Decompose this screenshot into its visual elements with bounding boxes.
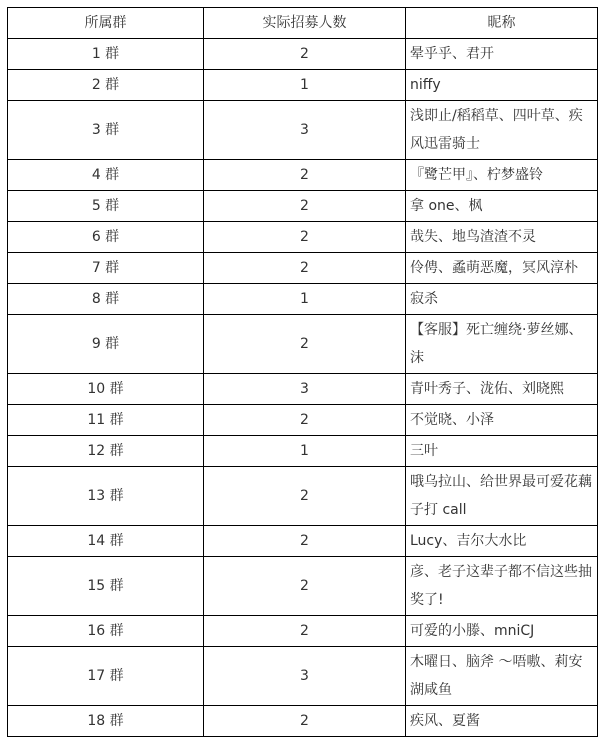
- table-row: [8, 467, 598, 526]
- group-cell: 8 群: [8, 284, 204, 315]
- group-cell: 10 群: [8, 374, 204, 405]
- table-row: [8, 70, 598, 101]
- group-cell: 15 群: [8, 557, 204, 616]
- header-row: [8, 8, 598, 39]
- nickname-cell: 疾风、夏酱: [406, 706, 598, 737]
- group-cell: 9 群: [8, 315, 204, 374]
- group-cell: 16 群: [8, 616, 204, 647]
- nickname-cell: niffy: [406, 70, 598, 101]
- group-cell: 1 群: [8, 39, 204, 70]
- count-cell: 2: [204, 253, 406, 284]
- group-cell: 17 群: [8, 647, 204, 706]
- table-row: [8, 253, 598, 284]
- count-cell: 2: [204, 405, 406, 436]
- count-cell: 3: [204, 374, 406, 405]
- table-row: [8, 616, 598, 647]
- table-row: [8, 436, 598, 467]
- count-cell: 2: [204, 191, 406, 222]
- column-header-recruit-count: 实际招募人数: [204, 8, 406, 39]
- table-row: [8, 39, 598, 70]
- nickname-cell: 【客服】死亡缠绕·萝丝娜、沫: [406, 315, 598, 374]
- group-cell: 14 群: [8, 526, 204, 557]
- group-cell: 5 群: [8, 191, 204, 222]
- count-cell: 2: [204, 616, 406, 647]
- nickname-cell: 哉失、地鸟渣渣不灵: [406, 222, 598, 253]
- count-cell: 2: [204, 222, 406, 253]
- count-cell: 1: [204, 284, 406, 315]
- recruitment-table: [7, 7, 598, 737]
- nickname-cell: 寂杀: [406, 284, 598, 315]
- table-row: [8, 557, 598, 616]
- nickname-cell: 哦乌拉山、给世界最可爱花藕子打 call: [406, 467, 598, 526]
- count-cell: 2: [204, 557, 406, 616]
- nickname-cell: Lucy、吉尔大水比: [406, 526, 598, 557]
- nickname-cell: 彦、老子这辈子都不信这些抽奖了!: [406, 557, 598, 616]
- group-cell: 18 群: [8, 706, 204, 737]
- nickname-cell: 拿 one、枫: [406, 191, 598, 222]
- count-cell: 2: [204, 39, 406, 70]
- nickname-cell: 伶俜、蟊萌恶魔，冥风淳朴: [406, 253, 598, 284]
- group-cell: 6 群: [8, 222, 204, 253]
- count-cell: 2: [204, 526, 406, 557]
- group-cell: 11 群: [8, 405, 204, 436]
- table-header: [8, 8, 598, 39]
- table-body: [8, 39, 598, 737]
- group-cell: 12 群: [8, 436, 204, 467]
- group-cell: 2 群: [8, 70, 204, 101]
- count-cell: 2: [204, 706, 406, 737]
- table-row: [8, 374, 598, 405]
- group-cell: 7 群: [8, 253, 204, 284]
- table-row: [8, 284, 598, 315]
- group-cell: 3 群: [8, 101, 204, 160]
- nickname-cell: 可爱的小滕、mniCJ: [406, 616, 598, 647]
- table-row: [8, 405, 598, 436]
- table-row: [8, 101, 598, 160]
- table-row: [8, 222, 598, 253]
- table-row: [8, 315, 598, 374]
- table-row: [8, 191, 598, 222]
- nickname-cell: 『鹭芒甲』、柠梦盛铃: [406, 160, 598, 191]
- nickname-cell: 浅即止/稻稻草、四叶草、疾风迅雷骑士: [406, 101, 598, 160]
- count-cell: 3: [204, 101, 406, 160]
- table-row: [8, 706, 598, 737]
- count-cell: 3: [204, 647, 406, 706]
- nickname-cell: 晕乎乎、君开: [406, 39, 598, 70]
- count-cell: 2: [204, 160, 406, 191]
- count-cell: 1: [204, 70, 406, 101]
- table-row: [8, 160, 598, 191]
- nickname-cell: 木曜日、脑斧 ～唔嗷、莉安湖咸鱼: [406, 647, 598, 706]
- count-cell: 2: [204, 315, 406, 374]
- table-row: [8, 647, 598, 706]
- group-cell: 4 群: [8, 160, 204, 191]
- nickname-cell: 青叶秀子、泷佑、刘晓熙: [406, 374, 598, 405]
- nickname-cell: 不觉晓、小泽: [406, 405, 598, 436]
- column-header-nickname: 昵称: [406, 8, 598, 39]
- group-cell: 13 群: [8, 467, 204, 526]
- count-cell: 1: [204, 436, 406, 467]
- count-cell: 2: [204, 467, 406, 526]
- nickname-cell: 三叶: [406, 436, 598, 467]
- table-row: [8, 526, 598, 557]
- column-header-group: 所属群: [8, 8, 204, 39]
